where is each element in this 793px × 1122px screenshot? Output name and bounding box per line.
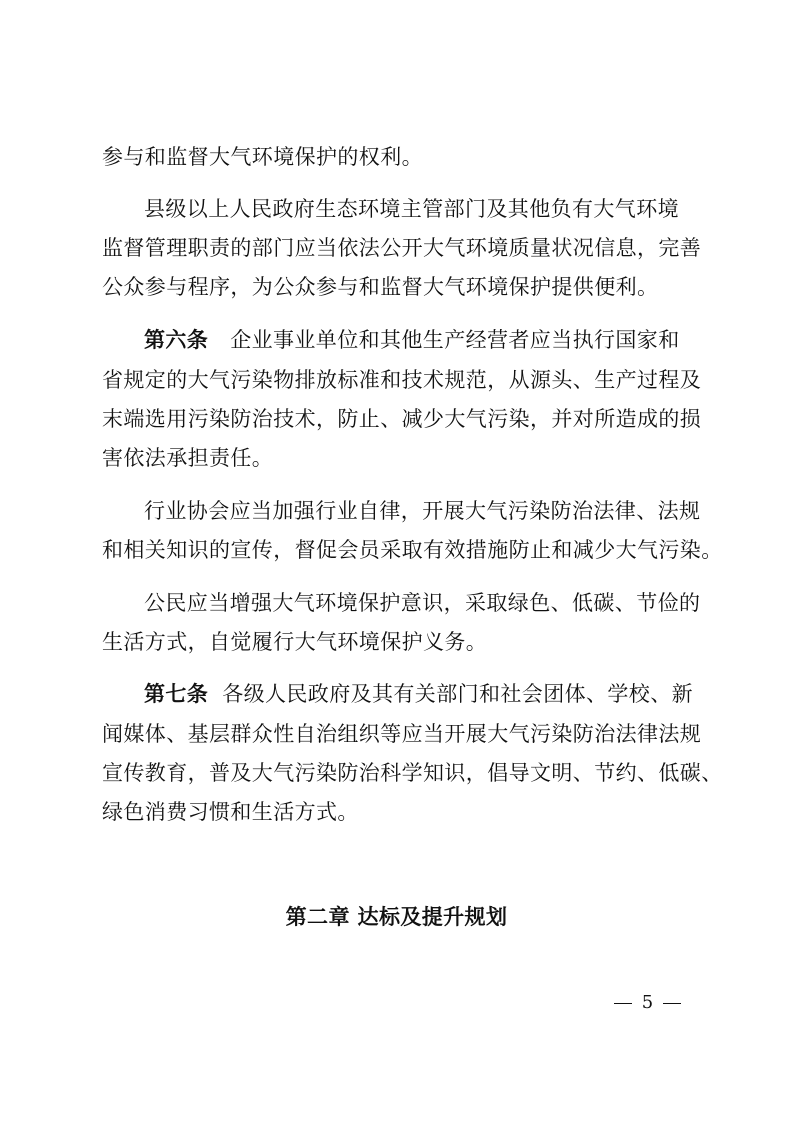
dash-right — [663, 1003, 681, 1004]
paragraph-line: 县级以上人民政府生态环境主管部门及其他负有大气环境 — [144, 197, 679, 221]
paragraph-line: 企业事业单位和其他生产经营者应当执行国家和 — [230, 328, 680, 352]
page-number: 5 — [641, 992, 654, 1013]
paragraph-line: 和相关知识的宣传，督促会员采取有效措施防止和减少大气污染。 — [102, 538, 723, 562]
article-7-first-line — [144, 679, 693, 709]
article-6-label: 第六条 — [144, 327, 209, 352]
chapter-heading: 第二章 达标及提升规划 — [285, 904, 508, 929]
page-number-footer — [614, 990, 681, 1016]
article-7-label: 第七条 — [144, 681, 209, 706]
dash-left — [614, 1003, 632, 1004]
paragraph-line: 闻媒体、基层群众性自治组织等应当开展大气污染防治法律法规 — [102, 722, 702, 746]
paragraph-line: 公众参与程序，为公众参与和监督大气环境保护提供便利。 — [102, 275, 659, 299]
paragraph-line: 参与和监督大气环境保护的权利。 — [102, 145, 423, 169]
article-6-first-line — [144, 325, 680, 355]
paragraph-line: 末端选用污染防治技术，防止、减少大气污染，并对所造成的损 — [102, 407, 702, 431]
paragraph-line: 生活方式，自觉履行大气环境保护义务。 — [102, 630, 488, 654]
paragraph-line: 绿色消费习惯和生活方式。 — [102, 800, 359, 824]
paragraph-line: 害依法承担责任。 — [102, 446, 274, 470]
paragraph-line: 省规定的大气污染物排放标准和技术规范，从源头、生产过程及 — [102, 368, 702, 392]
paragraph-line: 各级人民政府及其有关部门和社会团体、学校、新 — [222, 682, 694, 706]
paragraph-line: 行业协会应当加强行业自律，开展大气污染防治法律、法规 — [144, 499, 701, 523]
paragraph-line: 公民应当增强大气环境保护意识，采取绿色、低碳、节俭的 — [144, 591, 701, 615]
paragraph-line: 监督管理职责的部门应当依法公开大气环境质量状况信息，完善 — [102, 236, 702, 260]
paragraph-line: 宣传教育，普及大气污染防治科学知识，倡导文明、节约、低碳、 — [102, 761, 723, 785]
